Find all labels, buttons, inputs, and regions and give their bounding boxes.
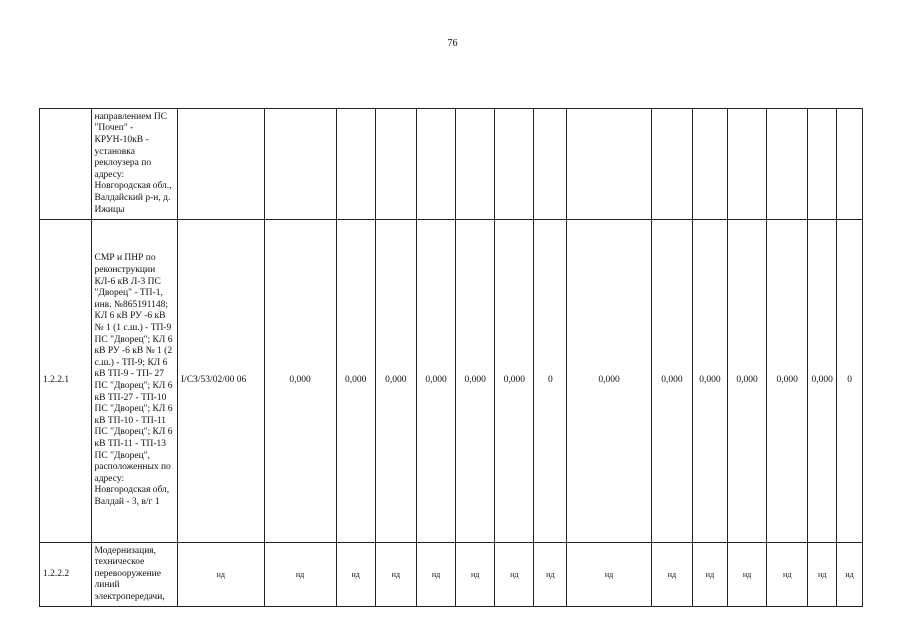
row-index (40, 109, 92, 220)
value-cell: 0,000 (495, 220, 534, 543)
value-cell: нд (375, 543, 416, 607)
value-cell: 0,000 (264, 220, 336, 543)
row-description: СМР и ПНР по реконструкции КЛ-6 кВ Л-3 ПС "Дворец" - ТП-1, инв. №865191148; КЛ 6 кВ РУ -6 кВ № 1 (1 с.ш.) - ТП-9 ПС "Дворец"; КЛ 6 кВ РУ -6 кВ № 1 (2 с.ш.) - ТП-9; КЛ 6 кВ ТП-9 - ТП- 27 ПС "Дворец"; КЛ 6 кВ ТП-27 - ТП-10 ПС "Дворец"; КЛ 6 кВ ТП-10 - ТП-11 ПС "Дворец"; КЛ 6 кВ ТП-11 - ТП-13 ПС "Дворец", расположенных по адресу: Новгородская обл, Валдай - 3, в/г 1 (91, 220, 178, 543)
value-cell: нд (567, 543, 651, 607)
value-cell: 0,000 (692, 220, 727, 543)
value-cell: 0 (534, 220, 567, 543)
value-cell: нд (767, 543, 808, 607)
value-cell (534, 109, 567, 220)
data-table (39, 108, 863, 607)
value-cell (692, 109, 727, 220)
value-cell (567, 109, 651, 220)
value-cell: нд (692, 543, 727, 607)
value-cell (456, 109, 495, 220)
value-cell (495, 109, 534, 220)
value-cell: 0,000 (336, 220, 375, 543)
value-cell (767, 109, 808, 220)
value-cell: нд (456, 543, 495, 607)
row-index: 1.2.2.2 (40, 543, 92, 607)
value-cell: нд (416, 543, 455, 607)
value-cell (727, 109, 766, 220)
value-cell: нд (534, 543, 567, 607)
value-cell: нд (651, 543, 692, 607)
value-cell: нд (837, 543, 863, 607)
table-row (40, 220, 863, 543)
value-cell: нд (808, 543, 837, 607)
value-cell: 0,000 (456, 220, 495, 543)
value-cell (336, 109, 375, 220)
value-cell: 0,000 (567, 220, 651, 543)
row-index: 1.2.2.1 (40, 220, 92, 543)
table-row (40, 543, 863, 607)
value-cell (264, 109, 336, 220)
value-cell: 0,000 (375, 220, 416, 543)
value-cell: нд (264, 543, 336, 607)
value-cell: 0,000 (727, 220, 766, 543)
row-description: Модернизация, техническое перевооружение линий электропередачи, (91, 543, 178, 607)
row-description: направлением ПС "Почеп" - КРУН-10кВ - установка реклоузера по адресу: Новгородская обл., Валдайский р-н, д. Ижицы (91, 109, 178, 220)
value-cell (651, 109, 692, 220)
page-number: 76 (447, 38, 458, 49)
value-cell: нд (336, 543, 375, 607)
value-cell (808, 109, 837, 220)
row-code-text: I/СЗ/53/02/00 06 (181, 375, 247, 386)
value-cell (837, 109, 863, 220)
value-cell: нд (727, 543, 766, 607)
value-cell: 0,000 (416, 220, 455, 543)
value-cell: 0,000 (808, 220, 837, 543)
value-cell (416, 109, 455, 220)
value-cell: 0 (837, 220, 863, 543)
row-code (178, 220, 265, 543)
row-code: нд (178, 543, 265, 607)
value-cell: 0,000 (651, 220, 692, 543)
value-cell: нд (495, 543, 534, 607)
table-row (40, 109, 863, 220)
row-code (178, 109, 265, 220)
value-cell (375, 109, 416, 220)
value-cell: 0,000 (767, 220, 808, 543)
